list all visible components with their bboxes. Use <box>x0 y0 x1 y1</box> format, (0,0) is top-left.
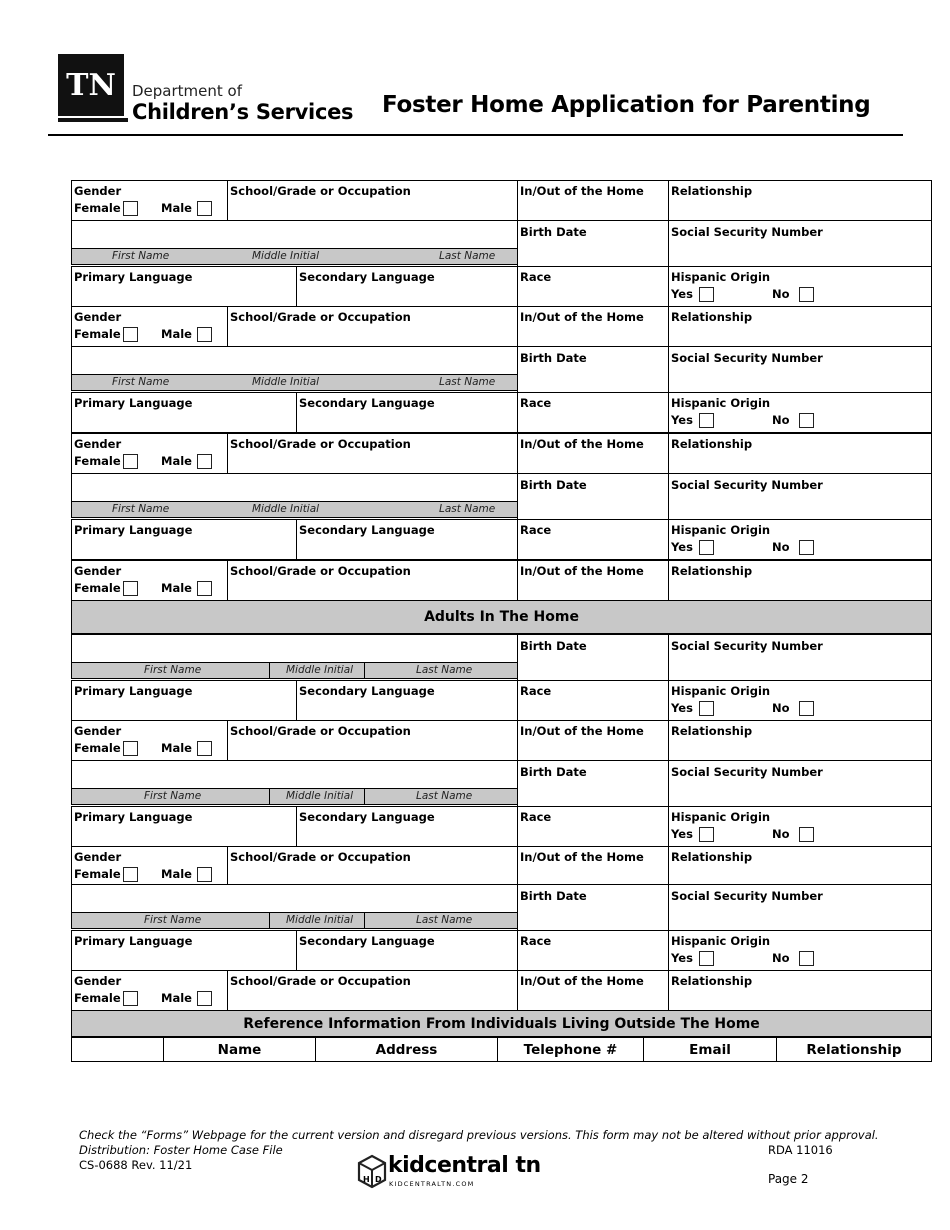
in-out-home-label: In/Out of the Home <box>520 724 644 738</box>
school-occupation-label: School/Grade or Occupation <box>230 850 411 864</box>
ssn-label: Social Security Number <box>671 639 823 653</box>
reference-row-number-header <box>71 1037 164 1062</box>
birth-date-label: Birth Date <box>520 478 587 492</box>
primary-language-label: Primary Language <box>74 270 193 284</box>
middle-initial-sublabel: Middle Initial <box>252 503 320 515</box>
last-name-sublabel: Last Name <box>416 790 473 802</box>
secondary-language-label: Secondary Language <box>299 270 435 284</box>
female-checkbox[interactable] <box>123 991 138 1006</box>
no-label: No <box>772 287 790 301</box>
ssn-label: Social Security Number <box>671 765 823 779</box>
middle-initial-sublabel: Middle Initial <box>252 376 320 388</box>
first-name-sublabel: First Name <box>112 250 170 262</box>
female-checkbox[interactable] <box>123 327 138 342</box>
no-label: No <box>772 413 790 427</box>
primary-language-label: Primary Language <box>74 684 193 698</box>
relationship-label: Relationship <box>671 310 753 324</box>
hispanic-no-checkbox[interactable] <box>799 951 814 966</box>
page-title: Foster Home Application for Parenting <box>382 92 871 118</box>
yes-label: Yes <box>671 827 693 841</box>
name-input-6[interactable] <box>71 884 518 913</box>
page-number: Page 2 <box>768 1172 809 1186</box>
first-name-sublabel: First Name <box>144 790 202 802</box>
male-label: Male <box>161 741 192 755</box>
birth-date-label: Birth Date <box>520 639 587 653</box>
logo-underline <box>58 118 128 122</box>
school-occupation-label: School/Grade or Occupation <box>230 437 411 451</box>
female-checkbox[interactable] <box>123 741 138 756</box>
no-label: No <box>772 951 790 965</box>
relationship-label: Relationship <box>671 850 753 864</box>
relationship-label: Relationship <box>671 437 753 451</box>
hispanic-no-checkbox[interactable] <box>799 701 814 716</box>
in-out-home-label: In/Out of the Home <box>520 564 644 578</box>
hispanic-no-checkbox[interactable] <box>799 413 814 428</box>
secondary-language-label: Secondary Language <box>299 810 435 824</box>
reference-section-header: Reference Information From Individuals Living Outside The Home <box>71 1010 932 1037</box>
logo-abbrev: TN <box>66 67 116 103</box>
birth-date-label: Birth Date <box>520 351 587 365</box>
female-label: Female <box>74 201 121 215</box>
female-checkbox[interactable] <box>123 867 138 882</box>
female-checkbox[interactable] <box>123 201 138 216</box>
hispanic-yes-checkbox[interactable] <box>699 701 714 716</box>
name-input-3[interactable] <box>71 473 518 502</box>
male-label: Male <box>161 581 192 595</box>
male-checkbox[interactable] <box>197 741 212 756</box>
yes-label: Yes <box>671 951 693 965</box>
hispanic-origin-label: Hispanic Origin <box>671 684 771 698</box>
middle-initial-sublabel: Middle Initial <box>286 664 354 676</box>
gender-label: Gender <box>74 184 122 198</box>
male-checkbox[interactable] <box>197 581 212 596</box>
hispanic-yes-checkbox[interactable] <box>699 413 714 428</box>
kidcentral-cube-icon <box>357 1154 387 1190</box>
hispanic-yes-checkbox[interactable] <box>699 951 714 966</box>
female-checkbox[interactable] <box>123 454 138 469</box>
primary-language-label: Primary Language <box>74 396 193 410</box>
reference-col-telephone-: Telephone # <box>497 1037 644 1062</box>
relationship-label: Relationship <box>671 184 753 198</box>
secondary-language-label: Secondary Language <box>299 523 435 537</box>
no-label: No <box>772 827 790 841</box>
dept-line1: Department of <box>132 82 242 100</box>
reference-col-address: Address <box>315 1037 498 1062</box>
name-sublabels-1 <box>71 248 518 265</box>
gender-label: Gender <box>74 974 122 988</box>
form-grid <box>71 180 931 1062</box>
male-checkbox[interactable] <box>197 991 212 1006</box>
last-name-sublabel: Last Name <box>416 914 473 926</box>
birth-date-label: Birth Date <box>520 225 587 239</box>
race-label: Race <box>520 270 552 284</box>
hispanic-yes-checkbox[interactable] <box>699 287 714 302</box>
last-name-sublabel: Last Name <box>439 503 496 515</box>
hispanic-origin-label: Hispanic Origin <box>671 810 771 824</box>
no-label: No <box>772 701 790 715</box>
sublabel-divider <box>269 663 270 678</box>
first-name-sublabel: First Name <box>144 914 202 926</box>
birth-date-label: Birth Date <box>520 765 587 779</box>
school-occupation-label: School/Grade or Occupation <box>230 310 411 324</box>
female-label: Female <box>74 327 121 341</box>
school-occupation-label: School/Grade or Occupation <box>230 184 411 198</box>
adults-section-header: Adults In The Home <box>71 600 932 634</box>
in-out-home-label: In/Out of the Home <box>520 437 644 451</box>
school-occupation-label: School/Grade or Occupation <box>230 724 411 738</box>
last-name-sublabel: Last Name <box>439 376 496 388</box>
gender-label: Gender <box>74 564 122 578</box>
dept-line2: Children’s Services <box>132 100 354 124</box>
female-label: Female <box>74 454 121 468</box>
footer-notice: Check the “Forms” Webpage for the current version and disregard previous versions. This form may not be altered without prior approval. <box>79 1128 879 1142</box>
name-input-2[interactable] <box>71 346 518 375</box>
sublabel-divider <box>364 663 365 678</box>
hispanic-no-checkbox[interactable] <box>799 540 814 555</box>
kidcentral-url: KIDCENTRALTN.COM <box>389 1180 475 1188</box>
in-out-home-label: In/Out of the Home <box>520 310 644 324</box>
name-sublabels-6 <box>71 912 518 929</box>
gender-label: Gender <box>74 437 122 451</box>
gender-label: Gender <box>74 850 122 864</box>
name-sublabels-2 <box>71 374 518 391</box>
name-input-5[interactable] <box>71 760 518 789</box>
ssn-label: Social Security Number <box>671 478 823 492</box>
male-checkbox[interactable] <box>197 867 212 882</box>
middle-initial-sublabel: Middle Initial <box>286 790 354 802</box>
last-name-sublabel: Last Name <box>439 250 496 262</box>
in-out-home-label: In/Out of the Home <box>520 184 644 198</box>
male-checkbox[interactable] <box>197 201 212 216</box>
first-name-sublabel: First Name <box>112 376 170 388</box>
hispanic-origin-label: Hispanic Origin <box>671 270 771 284</box>
middle-initial-sublabel: Middle Initial <box>252 250 320 262</box>
secondary-language-label: Secondary Language <box>299 396 435 410</box>
race-label: Race <box>520 684 552 698</box>
hispanic-origin-label: Hispanic Origin <box>671 523 771 537</box>
primary-language-label: Primary Language <box>74 810 193 824</box>
male-label: Male <box>161 201 192 215</box>
female-label: Female <box>74 741 121 755</box>
secondary-language-label: Secondary Language <box>299 684 435 698</box>
svg-text:H: H <box>363 1175 370 1184</box>
male-checkbox[interactable] <box>197 327 212 342</box>
female-label: Female <box>74 867 121 881</box>
gender-label: Gender <box>74 724 122 738</box>
name-input-4[interactable] <box>71 634 518 663</box>
secondary-language-label: Secondary Language <box>299 934 435 948</box>
middle-initial-sublabel: Middle Initial <box>286 914 354 926</box>
in-out-home-label: In/Out of the Home <box>520 850 644 864</box>
male-label: Male <box>161 867 192 881</box>
hispanic-origin-label: Hispanic Origin <box>671 934 771 948</box>
yes-label: Yes <box>671 413 693 427</box>
relationship-label: Relationship <box>671 724 753 738</box>
hispanic-yes-checkbox[interactable] <box>699 540 714 555</box>
male-label: Male <box>161 454 192 468</box>
gender-label: Gender <box>74 310 122 324</box>
hispanic-origin-label: Hispanic Origin <box>671 396 771 410</box>
primary-language-label: Primary Language <box>74 523 193 537</box>
footer-distribution: Distribution: Foster Home Case File <box>79 1143 283 1157</box>
footer-form-number: CS-0688 Rev. 11/21 <box>79 1158 193 1172</box>
relationship-label: Relationship <box>671 564 753 578</box>
sublabel-divider <box>269 913 270 928</box>
reference-col-email: Email <box>643 1037 777 1062</box>
birth-date-label: Birth Date <box>520 889 587 903</box>
name-sublabels-5 <box>71 788 518 805</box>
male-checkbox[interactable] <box>197 454 212 469</box>
race-label: Race <box>520 810 552 824</box>
female-label: Female <box>74 991 121 1005</box>
sublabel-divider <box>364 913 365 928</box>
school-occupation-label: School/Grade or Occupation <box>230 564 411 578</box>
no-label: No <box>772 540 790 554</box>
footer-rda: RDA 11016 <box>768 1143 833 1157</box>
name-sublabels-4 <box>71 662 518 679</box>
male-label: Male <box>161 327 192 341</box>
yes-label: Yes <box>671 701 693 715</box>
reference-col-relationship: Relationship <box>776 1037 932 1062</box>
race-label: Race <box>520 523 552 537</box>
tn-logo <box>58 54 124 116</box>
primary-language-label: Primary Language <box>74 934 193 948</box>
first-name-sublabel: First Name <box>144 664 202 676</box>
ssn-label: Social Security Number <box>671 225 823 239</box>
sublabel-divider <box>364 789 365 804</box>
ssn-label: Social Security Number <box>671 351 823 365</box>
header-rule <box>48 134 903 136</box>
in-out-home-label: In/Out of the Home <box>520 974 644 988</box>
name-sublabels-3 <box>71 501 518 518</box>
sublabel-divider <box>269 789 270 804</box>
male-label: Male <box>161 991 192 1005</box>
reference-col-name: Name <box>163 1037 316 1062</box>
hispanic-no-checkbox[interactable] <box>799 827 814 842</box>
yes-label: Yes <box>671 540 693 554</box>
last-name-sublabel: Last Name <box>416 664 473 676</box>
kidcentral-brand: kidcentral tn <box>388 1153 541 1178</box>
first-name-sublabel: First Name <box>112 503 170 515</box>
ssn-label: Social Security Number <box>671 889 823 903</box>
female-checkbox[interactable] <box>123 581 138 596</box>
relationship-label: Relationship <box>671 974 753 988</box>
svg-text:D: D <box>375 1175 382 1184</box>
name-input-1[interactable] <box>71 220 518 249</box>
hispanic-yes-checkbox[interactable] <box>699 827 714 842</box>
race-label: Race <box>520 934 552 948</box>
female-label: Female <box>74 581 121 595</box>
school-occupation-label: School/Grade or Occupation <box>230 974 411 988</box>
hispanic-no-checkbox[interactable] <box>799 287 814 302</box>
race-label: Race <box>520 396 552 410</box>
yes-label: Yes <box>671 287 693 301</box>
